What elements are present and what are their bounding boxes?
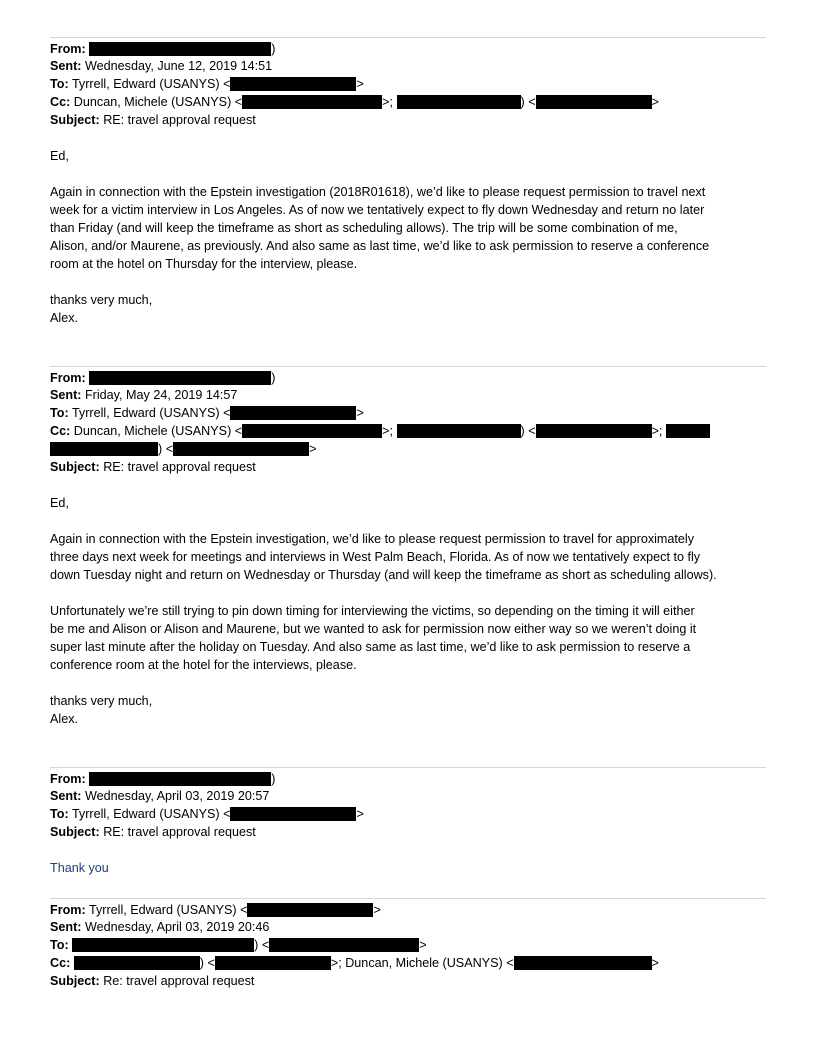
redaction: [247, 903, 373, 917]
redaction: [230, 807, 356, 821]
body-line: Alison, and/or Maurene, as previously. And also same as last time, we’d like to ask permission to reserve a conference: [50, 239, 710, 253]
body-line: Again in connection with the Epstein investigation, we’d like to please request permission to travel for approximately: [50, 532, 695, 546]
redaction: [536, 95, 652, 109]
body-line: room at the hotel on Thursday for the interview, please.: [50, 257, 358, 271]
redaction: [230, 406, 356, 420]
email4-cc: Cc: ) < >; Duncan, Michele (USANYS) < >: [50, 956, 659, 970]
greeting: Ed,: [50, 496, 69, 510]
body-line: down Tuesday night and return on Wednesday or Thursday (and will keep the timeframe as short as scheduling allows).: [50, 568, 717, 582]
email2-cc: Cc: Duncan, Michele (USANYS) < >; ) < >;: [50, 423, 710, 440]
redaction: [397, 95, 521, 109]
email3-subject: Subject: RE: travel approval request: [50, 825, 256, 839]
email2-sent: Sent: Friday, May 24, 2019 14:57: [50, 388, 238, 402]
redaction: [74, 956, 200, 970]
email2-subject: Subject: RE: travel approval request: [50, 460, 256, 474]
redaction: [89, 772, 271, 786]
greeting: Ed,: [50, 149, 69, 163]
sent-value: Wednesday, June 12, 2019 14:51: [84, 59, 273, 73]
email1-from: From: ): [50, 42, 276, 56]
signature: Alex.: [50, 311, 78, 325]
email3-sent: Sent: Wednesday, April 03, 2019 20:57: [50, 789, 270, 803]
email4-to: To: ) < >: [50, 938, 427, 952]
email2-cc-cont: ) < >: [50, 441, 316, 458]
redaction: [269, 938, 419, 952]
redaction: [397, 424, 521, 438]
redaction: [50, 442, 158, 456]
redaction: [514, 956, 652, 970]
signoff: thanks very much,: [50, 293, 153, 307]
email3-from: From: ): [50, 772, 276, 786]
redaction: [215, 956, 331, 970]
body-line: Again in connection with the Epstein investigation (2018R01618), we’d like to please request permission to travel next: [50, 185, 706, 199]
signoff: thanks very much,: [50, 694, 153, 708]
redaction: [230, 77, 356, 91]
redaction: [666, 424, 710, 438]
email1-subject: Subject: RE: travel approval request: [50, 113, 256, 127]
email4-subject: Subject: Re: travel approval request: [50, 974, 255, 988]
email1-to: To: Tyrrell, Edward (USANYS) < >: [50, 77, 364, 91]
from-label: From:: [50, 42, 86, 56]
email4-from: From: Tyrrell, Edward (USANYS) < >: [50, 903, 381, 917]
redaction: [173, 442, 309, 456]
redaction: [536, 424, 652, 438]
email2-to: To: Tyrrell, Edward (USANYS) < >: [50, 406, 364, 420]
redaction: [89, 371, 271, 385]
separator: [50, 366, 766, 367]
redaction: [242, 424, 382, 438]
email4-sent: Sent: Wednesday, April 03, 2019 20:46: [50, 920, 270, 934]
body-line: super last minute after the holiday on Tuesday. And also same as last time, we’d like to ask permission to reserve a: [50, 640, 691, 654]
body-line: be me and Alison or Alison and Maurene, but we wanted to ask for permission now either way so we weren’t doing it: [50, 622, 697, 636]
email2-from: From: ): [50, 371, 276, 385]
email1-sent: Sent: Wednesday, June 12, 2019 14:51: [50, 59, 273, 73]
body-line: conference room at the hotel for the interviews, please.: [50, 658, 357, 672]
body-line: week for a victim interview in Los Angeles. As of now we tentatively expect to fly down Wednesday and return no later: [50, 203, 705, 217]
redaction: [242, 95, 382, 109]
signature: Alex.: [50, 712, 78, 726]
body-line: Thank you: [50, 861, 109, 875]
separator: [50, 898, 766, 899]
email1-cc: Cc: Duncan, Michele (USANYS) < >; ) < >: [50, 95, 659, 109]
email3-to: To: Tyrrell, Edward (USANYS) < >: [50, 807, 364, 821]
body-line: than Friday (and will keep the timeframe as short as scheduling allows). The trip will be some combination of me,: [50, 221, 678, 235]
redaction: [72, 938, 254, 952]
body-line: three days next week for meetings and interviews in West Palm Beach, Florida. As of now we tentatively expect to fly: [50, 550, 701, 564]
body-line: Unfortunately we’re still trying to pin down timing for interviewing the victims, so depending on the timing it will either: [50, 604, 695, 618]
redaction: [89, 42, 271, 56]
separator: [50, 767, 766, 768]
separator: [50, 37, 766, 38]
